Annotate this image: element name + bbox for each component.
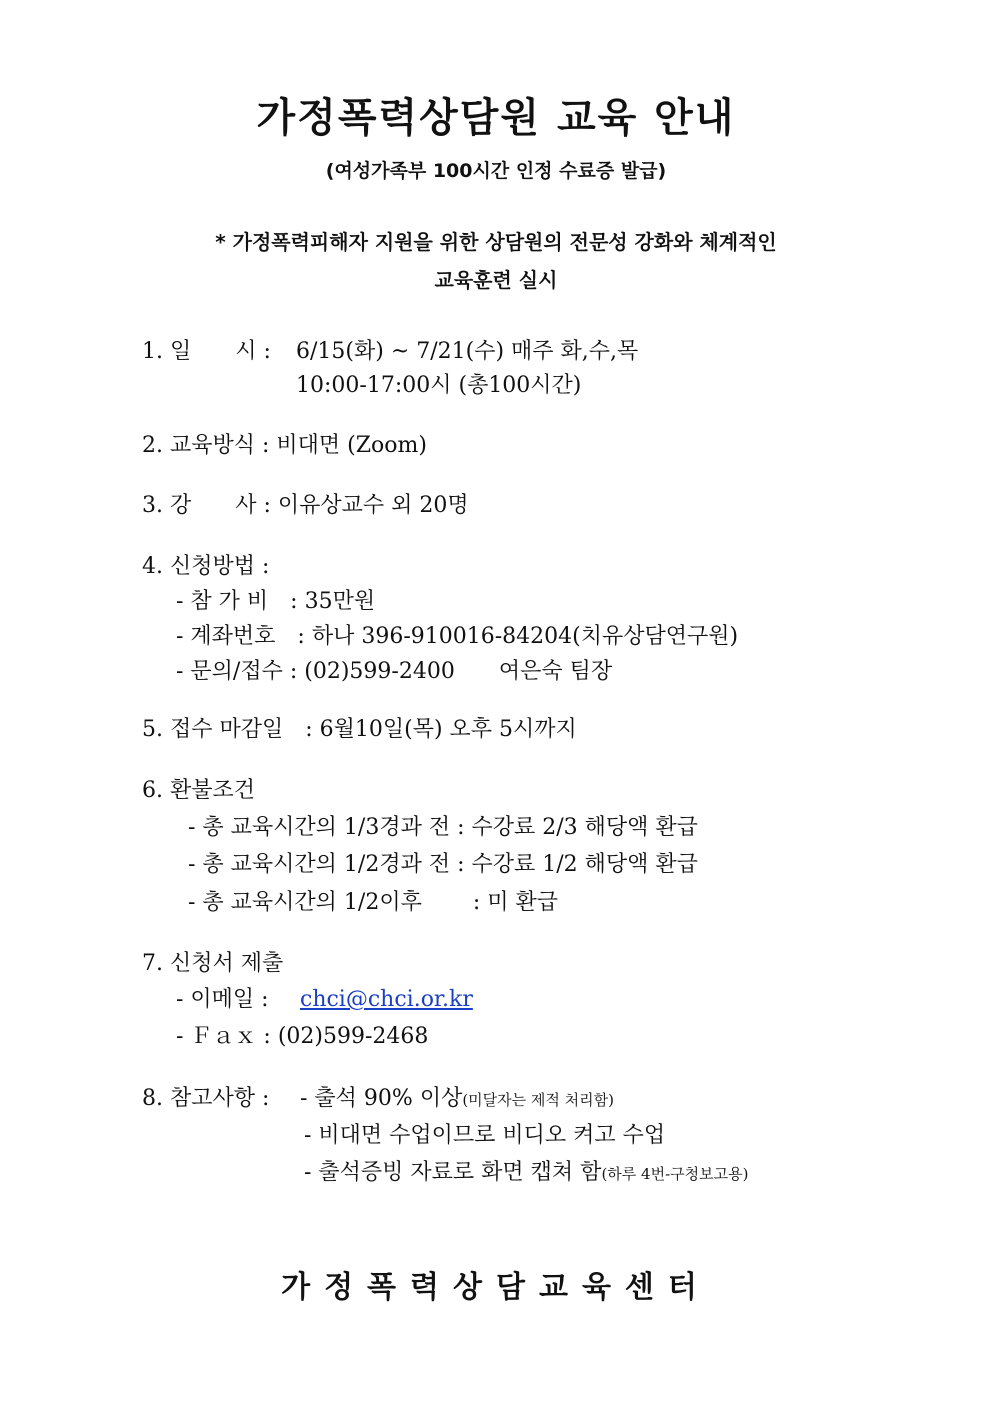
document-subtitle: (여성가족부 100시간 인정 수료증 발급) xyxy=(325,160,667,182)
refund-condition-1: - 총 교육시간의 1/3경과 전 : 수강료 2/3 해당액 환급 xyxy=(188,815,698,840)
intro-line-1: * 가정폭력피해자 지원을 위한 상담원의 전문성 강화와 체계적인 xyxy=(215,230,777,254)
note-attendance xyxy=(300,1085,614,1114)
note-video: - 비대면 수업이므로 비디오 켜고 수업 xyxy=(304,1123,666,1148)
notes-label: 8. 참고사항 : xyxy=(142,1086,270,1111)
schedule-hours: 10:00-17:00시 (총100시간) xyxy=(296,373,582,398)
refund-condition-3: - 총 교육시간의 1/2이후 : 미 환급 xyxy=(188,890,558,915)
apply-heading: 4. 신청방법 : xyxy=(142,554,270,579)
note-attendance-text: - 출석 90% 이상 xyxy=(300,1086,463,1111)
apply-fee: - 참 가 비 : 35만원 xyxy=(176,589,376,614)
application-deadline: 5. 접수 마감일 : 6월10일(목) 오후 5시까지 xyxy=(142,717,577,742)
note-screenshot-detail: (하루 4번-구청보고용) xyxy=(601,1165,749,1183)
document-title: 가정폭력상담원 교육 안내 xyxy=(256,95,736,141)
apply-contact: - 문의/접수 : (02)599-2400 여은숙 팀장 xyxy=(176,659,613,684)
submit-heading: 7. 신청서 제출 xyxy=(142,951,284,976)
note-attendance-detail: (미달자는 제적 처리함) xyxy=(462,1091,614,1109)
email-link[interactable]: chci@chci.or.kr xyxy=(300,987,473,1012)
refund-heading: 6. 환불조건 xyxy=(142,778,255,803)
schedule-label: 1. 일 시 : xyxy=(142,339,271,364)
lecturer: 3. 강 사 : 이유상교수 외 20명 xyxy=(142,493,469,518)
submit-email-label: - 이메일 : xyxy=(176,987,269,1012)
note-screenshot xyxy=(304,1159,748,1188)
apply-account: - 계좌번호 : 하나 396-910016-84204(치유상담연구원) xyxy=(176,624,739,649)
intro-line-2: 교육훈련 실시 xyxy=(434,268,558,292)
note-screenshot-text: - 출석증빙 자료로 화면 캡쳐 함 xyxy=(304,1160,602,1185)
organization-name: 가정폭력상담교육센터 xyxy=(281,1270,711,1305)
refund-condition-2: - 총 교육시간의 1/2경과 전 : 수강료 1/2 해당액 환급 xyxy=(188,852,698,877)
submit-fax: - Ｆａｘ : (02)599-2468 xyxy=(176,1024,429,1049)
education-method: 2. 교육방식 : 비대면 (Zoom) xyxy=(142,433,427,458)
schedule-dates: 6/15(화) ~ 7/21(수) 매주 화,수,목 xyxy=(296,339,639,364)
